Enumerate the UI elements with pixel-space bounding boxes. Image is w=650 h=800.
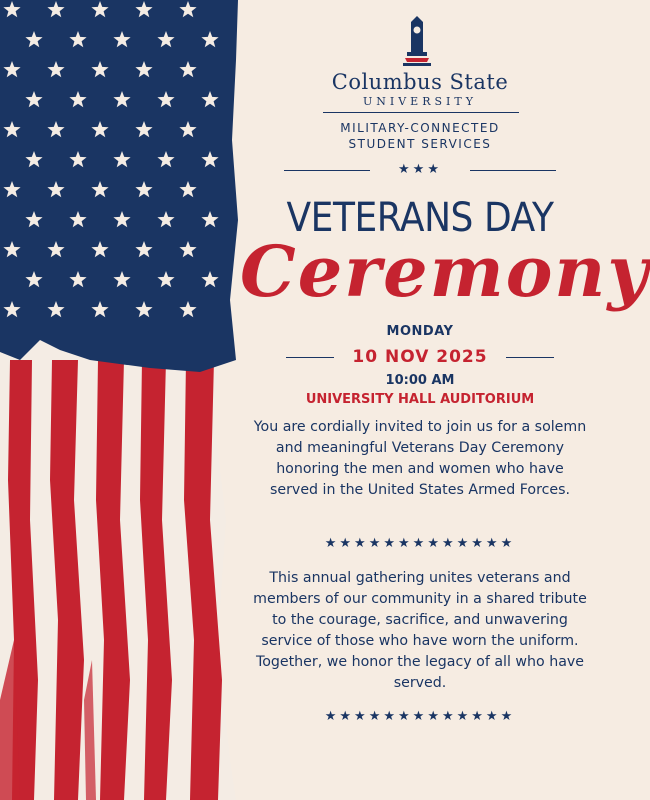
title-line-1: VETERANS DAY	[286, 195, 554, 241]
department-line-1: MILITARY-CONNECTED	[340, 121, 500, 135]
university-subname: UNIVERSITY	[363, 95, 477, 108]
star-divider-2: ★★★★★★★★★★★★★	[324, 709, 516, 724]
invitation-panel	[240, 0, 650, 800]
university-name: Columbus State	[331, 70, 509, 94]
department-line-2: STUDENT SERVICES	[348, 137, 492, 151]
event-day: MONDAY	[386, 324, 454, 339]
invitation-paragraph: You are cordially invited to join us for a solemn and meaningful Veterans Day Ceremony honoring the men and women who have served in the United States Armed Forces.	[253, 419, 587, 498]
university-clocktower-logo	[397, 16, 437, 66]
american-flag-illustration	[0, 0, 250, 800]
header-rule-left	[284, 170, 370, 171]
event-time: 10:00 AM	[385, 373, 455, 388]
date-rule-right	[506, 357, 554, 358]
event-date: 10 NOV 2025	[352, 347, 488, 367]
header-stars: ★★★	[398, 162, 442, 177]
header-rule-right	[470, 170, 556, 171]
title-line-2: Ceremony	[240, 230, 650, 313]
logo-divider	[323, 112, 519, 113]
tribute-paragraph: This annual gathering unites veterans and members of our community in a shared tribute to the courage, sacrifice, and unwavering service of those who have worn the uniform. Together, we honor the legacy of all who have served.	[253, 570, 587, 691]
event-venue: UNIVERSITY HALL AUDITORIUM	[305, 392, 535, 407]
star-divider-1: ★★★★★★★★★★★★★	[324, 536, 516, 551]
